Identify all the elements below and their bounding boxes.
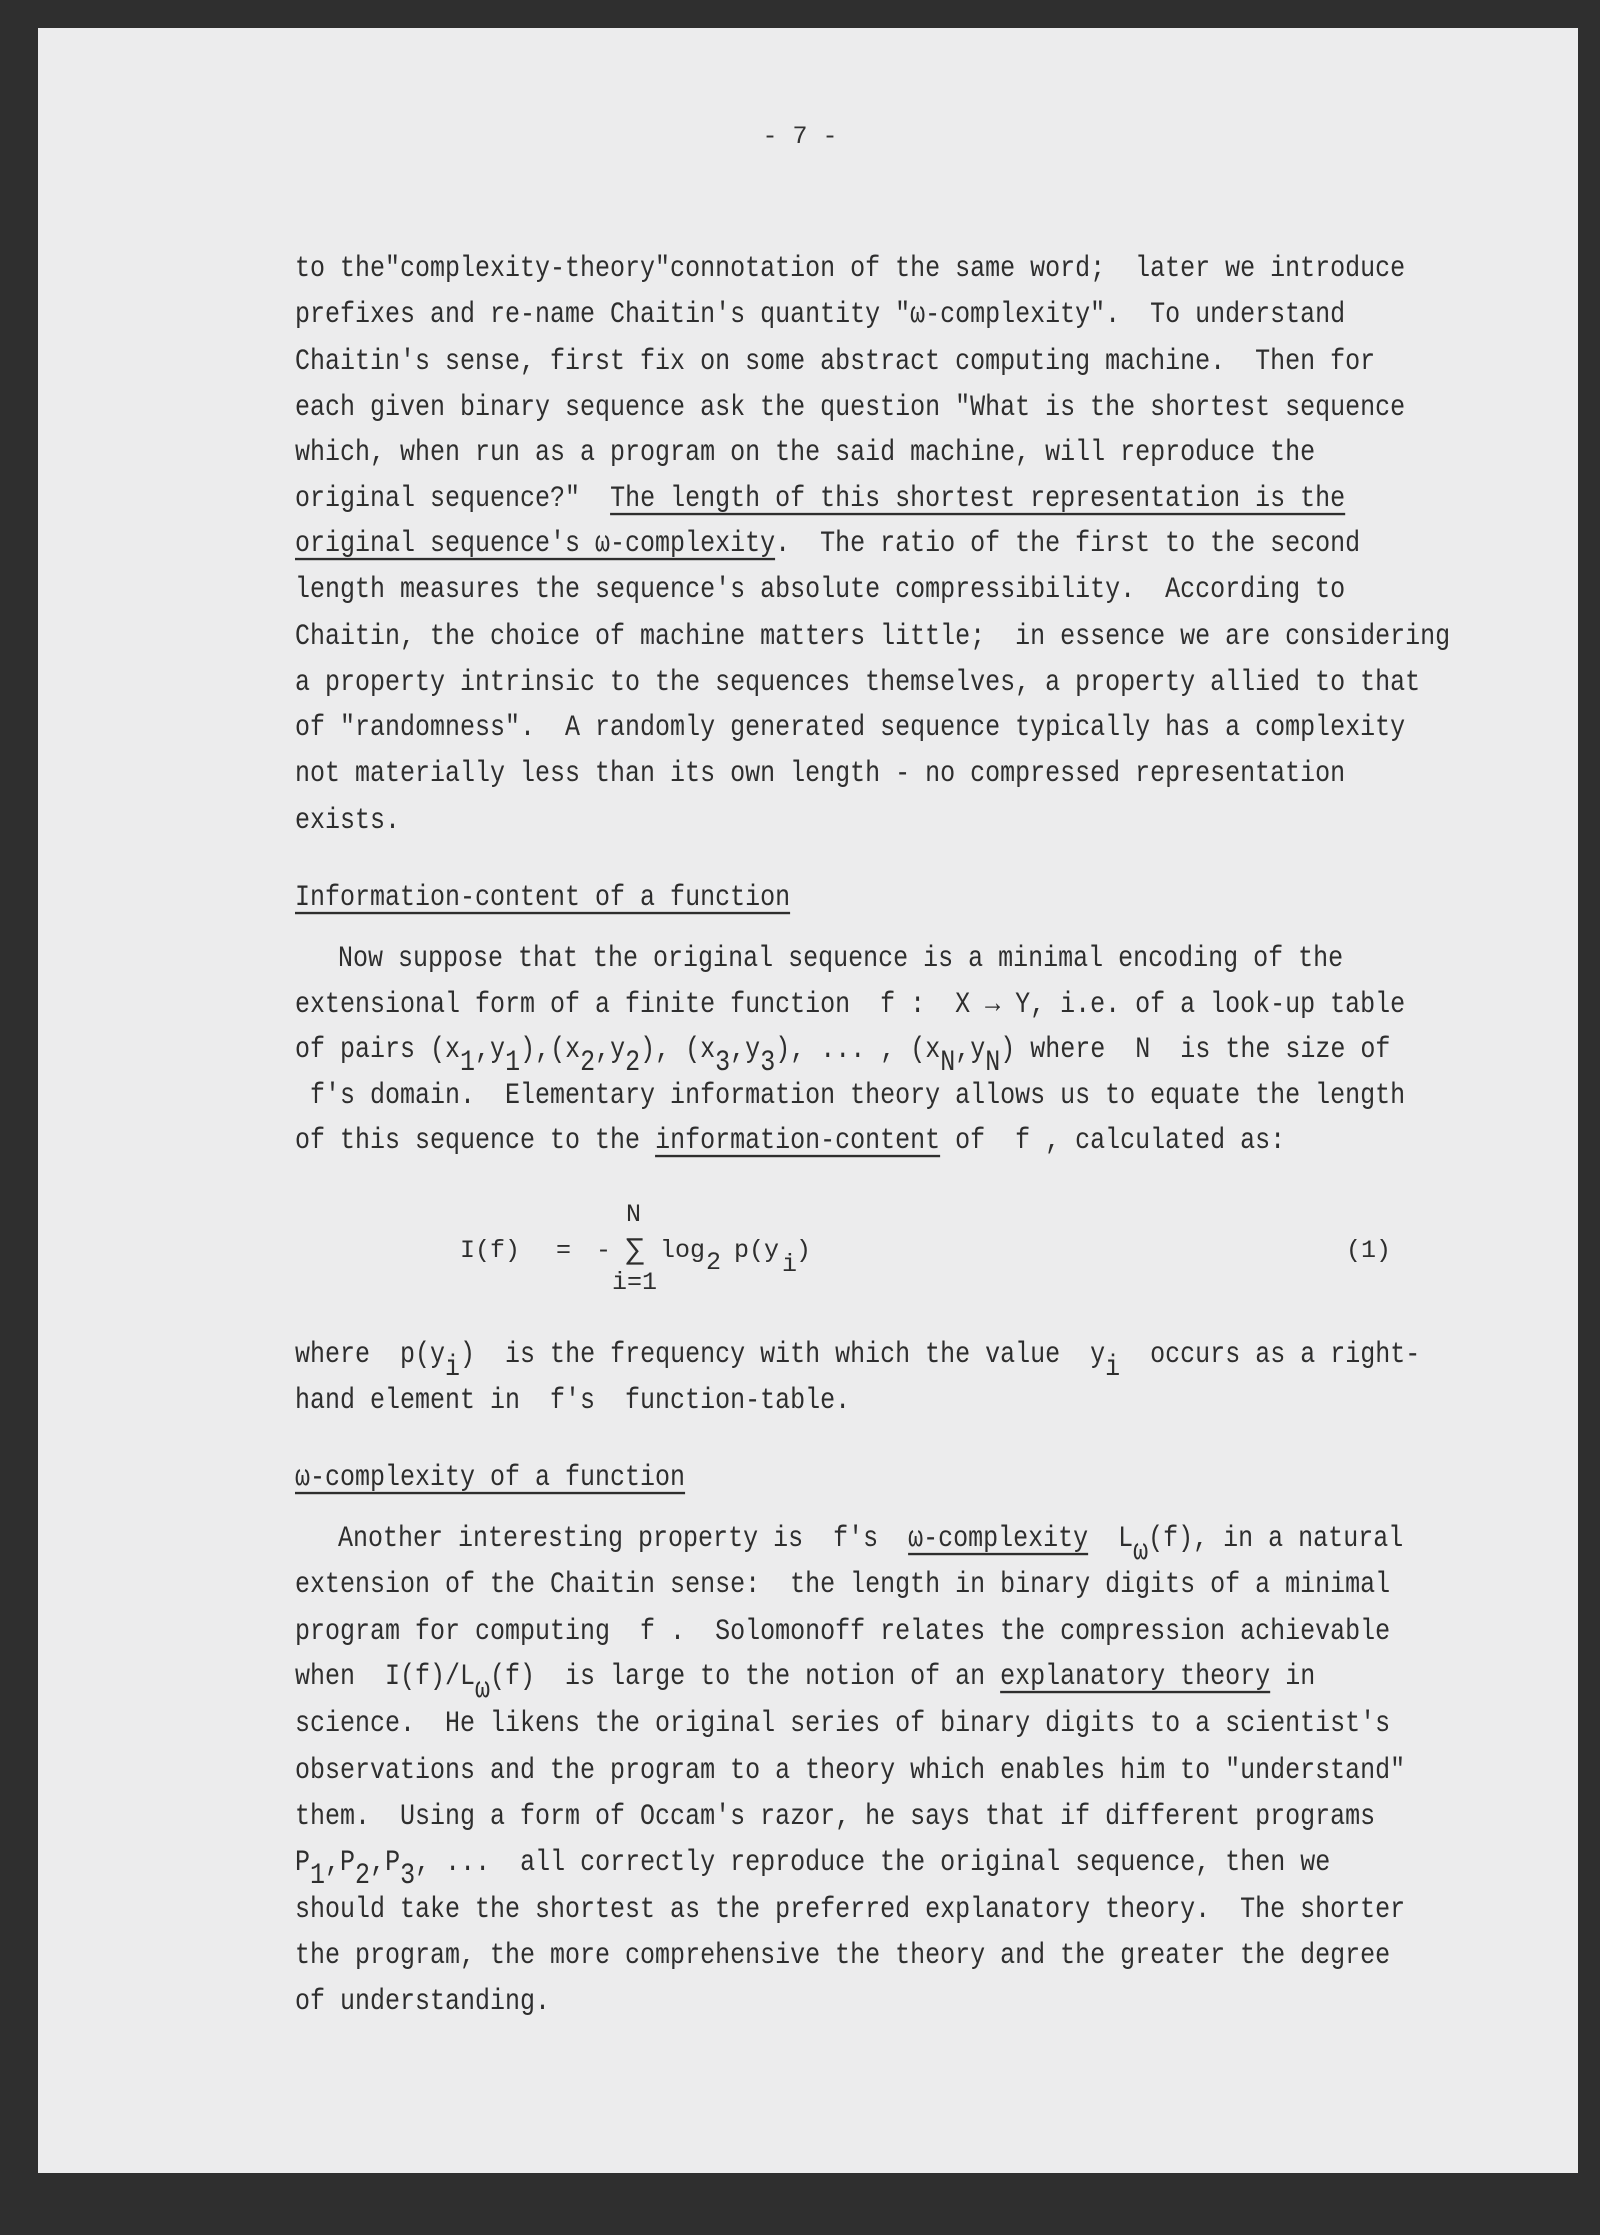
text-segment: P	[295, 1845, 311, 1880]
subscript: 1	[310, 1857, 326, 1893]
text-line	[295, 526, 1360, 560]
text-segment: original sequence?"	[295, 481, 611, 516]
text-segment: ), (x	[640, 1032, 716, 1067]
text-line	[295, 1383, 850, 1417]
text-line	[295, 756, 1345, 790]
text-segment: ),(x	[520, 1032, 581, 1067]
eq-number: (1)	[1346, 1236, 1392, 1265]
text-line	[295, 1706, 1390, 1740]
text-line	[295, 1659, 1316, 1707]
text-segment: a property intrinsic to the sequences themselves, a property allied to that	[295, 665, 1421, 700]
text-line	[295, 665, 1420, 699]
subscript: 3	[760, 1044, 776, 1080]
text-line	[295, 572, 1345, 606]
text-line	[295, 1892, 1405, 1926]
text-segment: ), ... , (x	[775, 1032, 941, 1067]
text-line	[295, 803, 400, 837]
text-segment: ,P	[325, 1845, 356, 1880]
text-segment: (f) is large to the notion of an	[490, 1659, 1001, 1694]
text-segment: (f), in a natural	[1148, 1521, 1404, 1556]
subscript: i	[445, 1349, 461, 1385]
text-segment: ) is the frequency with which the value y	[460, 1337, 1106, 1372]
underlined-text: ω-complexity	[908, 1521, 1089, 1556]
text-segment: where p(y	[295, 1337, 446, 1372]
text-line	[295, 619, 1450, 653]
text-segment: L	[1088, 1521, 1134, 1556]
text-line	[295, 1984, 550, 2018]
text-line	[295, 1938, 1390, 1972]
text-segment: , ... all correctly reproduce the original sequence, then we	[415, 1845, 1331, 1880]
text-line	[295, 1032, 1391, 1080]
text-segment: Chaitin's sense, first fix on some abstract computing machine. Then for	[295, 344, 1376, 379]
text-segment: each given binary sequence ask the question "What is the shortest sequence	[295, 390, 1406, 425]
underlined-text: The length of this shortest representation is the	[610, 481, 1346, 516]
text-segment: Now suppose that the original sequence is a minimal encoding of the	[338, 941, 1344, 976]
text-segment: of understanding.	[295, 1984, 551, 2019]
text-line	[295, 251, 1405, 285]
text-segment: ) where N is the size of	[1000, 1032, 1391, 1067]
text-segment: prefixes and re-name Chaitin's quantity "ω-complexity". To understand	[295, 297, 1346, 332]
text-segment: in	[1270, 1659, 1316, 1694]
text-line	[295, 1078, 1405, 1112]
section-heading	[295, 1460, 685, 1494]
subscript: i	[1105, 1349, 1121, 1385]
text-line	[295, 344, 1375, 378]
text-line	[295, 1845, 1331, 1893]
eq-log-base: 2	[706, 1248, 722, 1277]
text-line	[295, 1567, 1390, 1601]
text-segment: the program, the more comprehensive the theory and the greater the degree	[295, 1938, 1391, 1973]
subscript: N	[985, 1044, 1001, 1080]
subscript: 2	[625, 1044, 641, 1080]
text-line	[295, 390, 1405, 424]
text-segment: Another interesting property is f's	[338, 1521, 909, 1556]
text-segment: observations and the program to a theory which enables him to "understand"	[295, 1753, 1406, 1788]
text-segment: which, when run as a program on the said machine, will reproduce the	[295, 435, 1316, 470]
text-segment: extensional form of a finite function f : X → Y, i.e. of a look-up table	[295, 987, 1406, 1022]
text-segment: ,y	[595, 1032, 626, 1067]
eq-lhs: I(f)	[460, 1236, 521, 1265]
underlined-text: Information-content of a function	[295, 880, 791, 915]
eq-arg-sub: i	[782, 1250, 798, 1279]
eq-sum-upper: N	[626, 1200, 642, 1229]
text-segment: length measures the sequence's absolute compressibility. According to	[295, 572, 1346, 607]
text-line	[295, 1123, 1285, 1157]
underlined-text: explanatory theory	[1000, 1659, 1271, 1694]
text-segment: Chaitin, the choice of machine matters little; in essence we are considering	[295, 619, 1451, 654]
text-segment: of pairs (x	[295, 1032, 461, 1067]
text-line	[338, 941, 1343, 975]
text-segment: hand element in f's function-table.	[295, 1383, 851, 1418]
text-segment: ,y	[475, 1032, 506, 1067]
text-segment: to the"complexity-theory"connotation of the same word; later we introduce	[295, 251, 1406, 286]
text-line	[338, 1521, 1404, 1569]
eq-arg: p(y	[734, 1236, 780, 1265]
text-segment: ,y	[730, 1032, 761, 1067]
text-segment: science. He likens the original series of binary digits to a scientist's	[295, 1706, 1391, 1741]
text-segment: extension of the Chaitin sense: the length in binary digits of a minimal	[295, 1567, 1391, 1602]
subscript: 3	[400, 1857, 416, 1893]
text-line	[295, 710, 1405, 744]
text-line	[295, 297, 1345, 331]
underlined-text: original sequence's ω-complexity	[295, 526, 776, 561]
text-segment: of this sequence to the	[295, 1123, 656, 1158]
eq-log: log	[660, 1236, 706, 1265]
eq-minus: -	[596, 1236, 612, 1265]
text-segment: . The ratio of the first to the second	[775, 526, 1361, 561]
text-line	[295, 1337, 1421, 1385]
subscript: 2	[580, 1044, 596, 1080]
text-segment: f's domain. Elementary information theory allows us to equate the length	[295, 1078, 1406, 1113]
text-segment: of f , calculated as:	[940, 1123, 1286, 1158]
text-segment: not materially less than its own length - no compressed representation	[295, 756, 1346, 791]
subscript: ω	[1133, 1533, 1149, 1569]
subscript: 3	[715, 1044, 731, 1080]
subscript: 2	[355, 1857, 371, 1893]
subscript: 1	[460, 1044, 476, 1080]
subscript: 1	[505, 1044, 521, 1080]
page-number: - 7 -	[762, 122, 838, 151]
eq-arg-close: )	[796, 1236, 812, 1265]
text-segment: occurs as a right-	[1120, 1337, 1421, 1372]
text-segment: ,P	[370, 1845, 401, 1880]
text-line	[295, 1614, 1390, 1648]
section-heading	[295, 880, 790, 914]
subscript: ω	[475, 1671, 491, 1707]
text-segment: exists.	[295, 803, 401, 838]
text-segment: of "randomness". A randomly generated sequence typically has a complexity	[295, 710, 1406, 745]
text-line	[295, 1753, 1405, 1787]
text-segment: should take the shortest as the preferred explanatory theory. The shorter	[295, 1892, 1406, 1927]
eq-sigma: ∑	[626, 1234, 645, 1268]
text-line	[295, 1799, 1375, 1833]
text-line	[295, 481, 1345, 515]
eq-equals: =	[556, 1236, 572, 1265]
text-segment: them. Using a form of Occam's razor, he says that if different programs	[295, 1799, 1376, 1834]
text-segment: when I(f)/L	[295, 1659, 476, 1694]
text-line	[295, 987, 1405, 1021]
text-line	[295, 435, 1315, 469]
text-segment: ,y	[955, 1032, 986, 1067]
underlined-text: information-content	[655, 1123, 941, 1158]
subscript: N	[940, 1044, 956, 1080]
eq-sum-lower: i=1	[612, 1268, 658, 1297]
underlined-text: ω-complexity of a function	[295, 1460, 686, 1495]
text-segment: program for computing f . Solomonoff relates the compression achievable	[295, 1614, 1391, 1649]
